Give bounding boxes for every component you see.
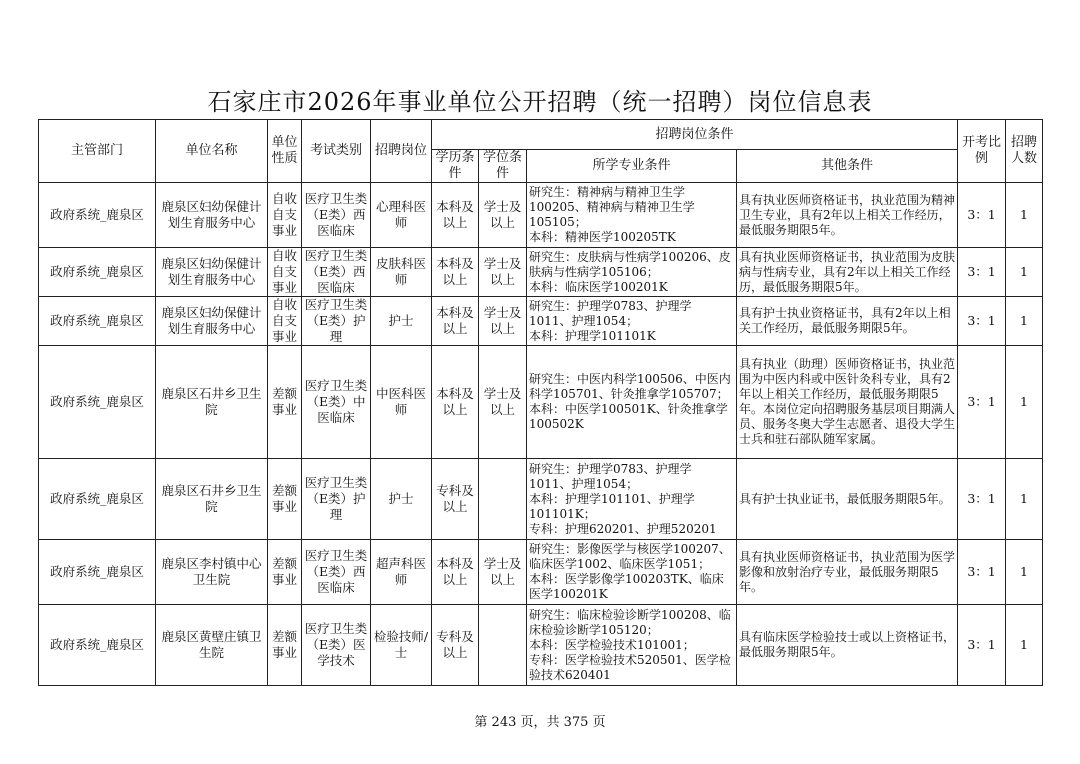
major-cell: 研究生：皮肤病与性病学100206、皮肤病与性病学105106； 本科：临床医学100201K <box>527 248 737 297</box>
header-edu: 学历条件 <box>432 150 479 183</box>
header-degree: 学位条件 <box>479 150 527 183</box>
edu-cell: 本科及以上 <box>432 183 479 248</box>
dept-cell: 政府系统_鹿泉区 <box>39 540 156 605</box>
nature-cell: 差额事业 <box>268 605 302 686</box>
edu-cell: 专科及以上 <box>432 459 479 540</box>
unit-cell: 鹿泉区妇幼保健计划生育服务中心 <box>156 183 268 248</box>
header-count: 招聘人数 <box>1006 120 1043 183</box>
edu-cell: 本科及以上 <box>432 540 479 605</box>
unit-cell: 鹿泉区石井乡卫生院 <box>156 346 268 459</box>
count-cell: 1 <box>1006 183 1043 248</box>
degree-cell <box>479 459 527 540</box>
exam-cell: 医疗卫生类（E类）西医临床 <box>302 540 371 605</box>
dept-cell: 政府系统_鹿泉区 <box>39 248 156 297</box>
ratio-cell: 3：1 <box>958 346 1006 459</box>
header-unit: 单位名称 <box>156 120 268 183</box>
header-dept: 主管部门 <box>39 120 156 183</box>
edu-cell: 本科及以上 <box>432 297 479 346</box>
degree-cell: 学士及以上 <box>479 248 527 297</box>
exam-cell: 医疗卫生类（E类）护理 <box>302 459 371 540</box>
degree-cell: 学士及以上 <box>479 540 527 605</box>
ratio-cell: 3：1 <box>958 459 1006 540</box>
other-cell: 具有执业（助理）医师资格证书，执业范围为中医内科或中医针灸科专业，具有2年以上相关工作经历，最低服务期限5年。本岗位定向招聘服务基层项目期满人员、服务冬奥大学生志愿者、退役大学生士兵和驻石部队随军家属。 <box>737 346 958 459</box>
post-cell: 护士 <box>371 297 432 346</box>
table-row <box>39 459 1043 540</box>
dept-cell: 政府系统_鹿泉区 <box>39 459 156 540</box>
header-exam: 考试类别 <box>302 120 371 183</box>
other-cell: 具有执业医师资格证书，执业范围为精神卫生专业，具有2年以上相关工作经历，最低服务期限5年。 <box>737 183 958 248</box>
table-row <box>39 248 1043 297</box>
count-cell: 1 <box>1006 605 1043 686</box>
header-conditions: 招聘岗位条件 <box>432 120 958 150</box>
table-row <box>39 605 1043 686</box>
ratio-cell: 3：1 <box>958 183 1006 248</box>
other-cell: 具有执业医师资格证书，执业范围为皮肤病与性病专业，具有2年以上相关工作经历，最低服务期限5年。 <box>737 248 958 297</box>
exam-cell: 医疗卫生类（E类）西医临床 <box>302 183 371 248</box>
other-cell: 具有护士执业证书，最低服务期限5年。 <box>737 459 958 540</box>
job-table <box>38 119 1043 686</box>
table-row <box>39 346 1043 459</box>
major-cell: 研究生：中医内科学100506、中医内科学105701、针灸推拿学105707； 本科：中医学100501K、针灸推拿学100502K <box>527 346 737 459</box>
degree-cell <box>479 605 527 686</box>
header-ratio: 开考比例 <box>958 120 1006 183</box>
post-cell: 检验技师/士 <box>371 605 432 686</box>
dept-cell: 政府系统_鹿泉区 <box>39 297 156 346</box>
edu-cell: 专科及以上 <box>432 605 479 686</box>
page-title: 石家庄市2026年事业单位公开招聘（统一招聘）岗位信息表 <box>207 88 873 116</box>
header-nature: 单位性质 <box>268 120 302 183</box>
degree-cell: 学士及以上 <box>479 183 527 248</box>
exam-cell: 医疗卫生类（E类）护理 <box>302 297 371 346</box>
major-cell: 研究生：护理学0783、护理学1011、护理1054； 本科：护理学101101K <box>527 297 737 346</box>
unit-cell: 鹿泉区妇幼保健计划生育服务中心 <box>156 248 268 297</box>
major-cell: 研究生：影像医学与核医学100207、临床医学1002、临床医学1051； 本科：医学影像学100203TK、临床医学100201K <box>527 540 737 605</box>
count-cell: 1 <box>1006 346 1043 459</box>
major-cell: 研究生：精神病与精神卫生学100205、精神病与精神卫生学105105； 本科：精神医学100205TK <box>527 183 737 248</box>
table-row <box>39 540 1043 605</box>
header-other: 其他条件 <box>737 150 958 183</box>
dept-cell: 政府系统_鹿泉区 <box>39 605 156 686</box>
nature-cell: 差额事业 <box>268 459 302 540</box>
count-cell: 1 <box>1006 297 1043 346</box>
count-cell: 1 <box>1006 459 1043 540</box>
post-cell: 超声科医师 <box>371 540 432 605</box>
nature-cell: 自收自支事业 <box>268 183 302 248</box>
exam-cell: 医疗卫生类（E类）西医临床 <box>302 248 371 297</box>
dept-cell: 政府系统_鹿泉区 <box>39 183 156 248</box>
header-post: 招聘岗位 <box>371 120 432 183</box>
count-cell: 1 <box>1006 540 1043 605</box>
degree-cell: 学士及以上 <box>479 346 527 459</box>
edu-cell: 本科及以上 <box>432 248 479 297</box>
exam-cell: 医疗卫生类（E类）中医临床 <box>302 346 371 459</box>
page-footer: 第 243 页，共 375 页 <box>474 715 606 730</box>
ratio-cell: 3：1 <box>958 540 1006 605</box>
exam-cell: 医疗卫生类（E类）医学技术 <box>302 605 371 686</box>
ratio-cell: 3：1 <box>958 297 1006 346</box>
edu-cell: 本科及以上 <box>432 346 479 459</box>
nature-cell: 差额事业 <box>268 346 302 459</box>
unit-cell: 鹿泉区石井乡卫生院 <box>156 459 268 540</box>
nature-cell: 自收自支事业 <box>268 297 302 346</box>
post-cell: 心理科医师 <box>371 183 432 248</box>
table-row <box>39 297 1043 346</box>
ratio-cell: 3：1 <box>958 605 1006 686</box>
unit-cell: 鹿泉区李村镇中心卫生院 <box>156 540 268 605</box>
header-major: 所学专业条件 <box>527 150 737 183</box>
table-body <box>39 183 1043 686</box>
other-cell: 具有护士执业资格证书，具有2年以上相关工作经历，最低服务期限5年。 <box>737 297 958 346</box>
major-cell: 研究生：临床检验诊断学100208、临床检验诊断学105120； 本科：医学检验技术101001； 专科：医学检验技术520501、医学检验技术620401 <box>527 605 737 686</box>
nature-cell: 自收自支事业 <box>268 248 302 297</box>
unit-cell: 鹿泉区黄壁庄镇卫生院 <box>156 605 268 686</box>
other-cell: 具有执业医师资格证书，执业范围为医学影像和放射治疗专业，最低服务期限5年。 <box>737 540 958 605</box>
dept-cell: 政府系统_鹿泉区 <box>39 346 156 459</box>
table-row <box>39 183 1043 248</box>
count-cell: 1 <box>1006 248 1043 297</box>
degree-cell: 学士及以上 <box>479 297 527 346</box>
post-cell: 护士 <box>371 459 432 540</box>
nature-cell: 差额事业 <box>268 540 302 605</box>
post-cell: 中医科医师 <box>371 346 432 459</box>
unit-cell: 鹿泉区妇幼保健计划生育服务中心 <box>156 297 268 346</box>
post-cell: 皮肤科医师 <box>371 248 432 297</box>
other-cell: 具有临床医学检验技士或以上资格证书，最低服务期限5年。 <box>737 605 958 686</box>
ratio-cell: 3：1 <box>958 248 1006 297</box>
major-cell: 研究生：护理学0783、护理学1011、护理1054； 本科：护理学101101、护理学101101K； 专科：护理620201、护理520201 <box>527 459 737 540</box>
